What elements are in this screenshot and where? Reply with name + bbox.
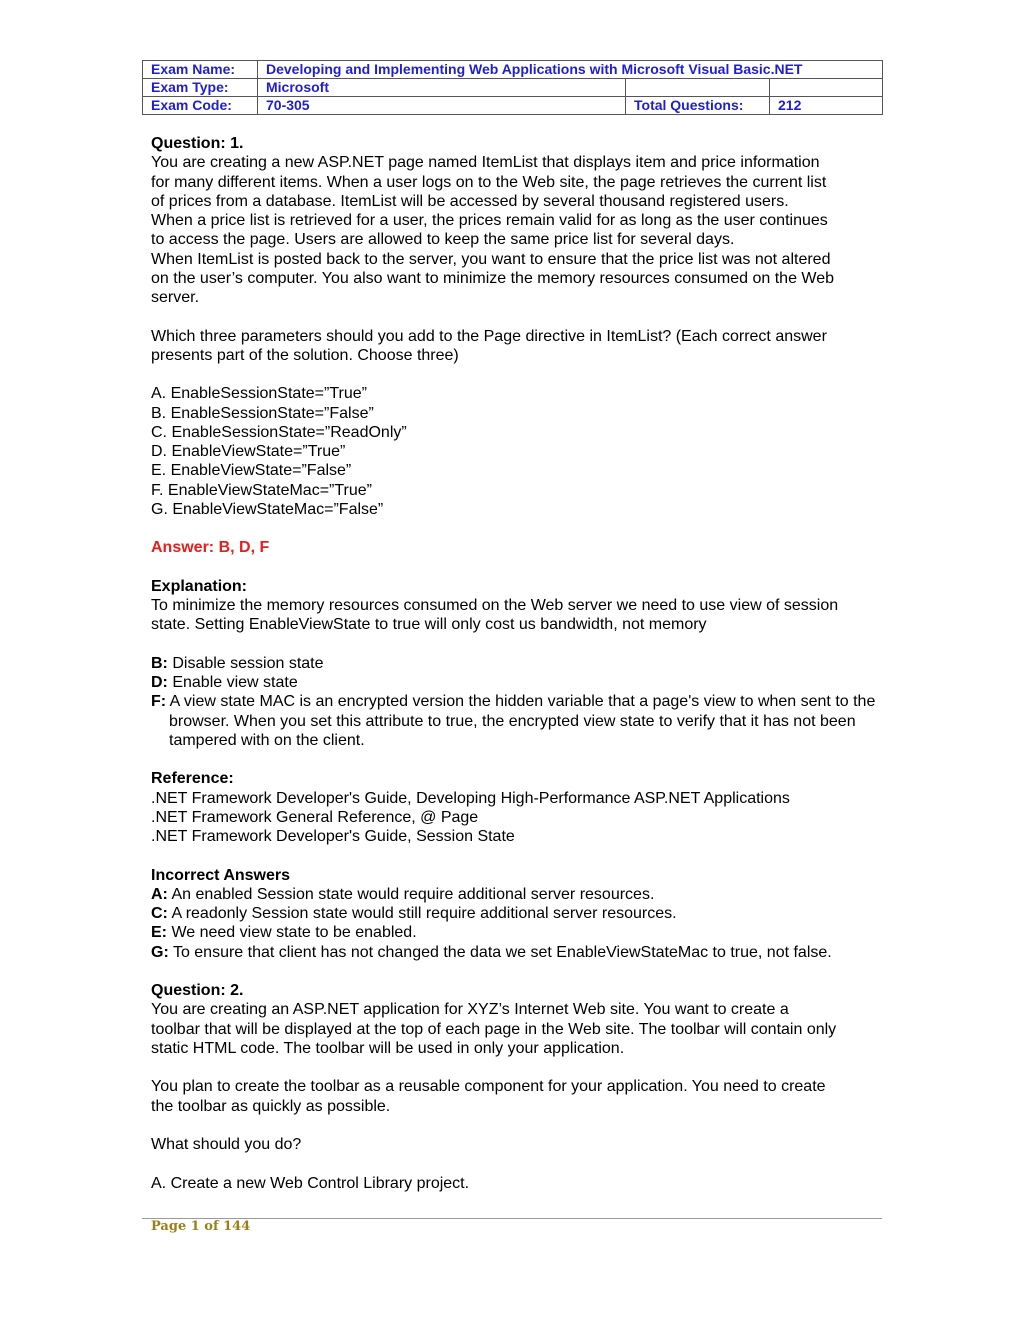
- exam-code-label: Exam Code:: [143, 97, 258, 115]
- question-1-line: on the user’s computer. You also want to minimize the memory resources consumed on the Web: [151, 269, 835, 287]
- incorrect-key: E:: [151, 924, 167, 942]
- incorrect-text: An enabled Session state would require additional server resources.: [167, 885, 655, 903]
- option-c: C. EnableSessionState=”ReadOnly”: [151, 423, 407, 441]
- explanation-line: state. Setting EnableViewState to true will only cost us bandwidth, not memory: [151, 616, 707, 634]
- incorrect-text: To ensure that client has not changed the data we set EnableViewStateMac to true, not false.: [168, 943, 832, 961]
- empty-cell: [626, 79, 770, 97]
- option-b: B. EnableSessionState=”False”: [151, 404, 374, 422]
- note-b: [151, 654, 886, 673]
- exam-name-row: [143, 61, 883, 79]
- footer-divider: [142, 1218, 882, 1219]
- total-questions-value: 212: [770, 97, 883, 115]
- question-2-line: You plan to create the toolbar as a reusable component for your application. You need to create: [151, 1078, 826, 1096]
- question-1-line: When ItemList is posted back to the server, you want to ensure that the price list was not altered: [151, 250, 831, 268]
- question-2-option-a: A. Create a new Web Control Library project.: [151, 1174, 470, 1192]
- option-e: E. EnableViewState=”False”: [151, 462, 352, 480]
- question-2-prompt: What should you do?: [151, 1136, 302, 1153]
- note-text: Enable view state: [167, 674, 298, 691]
- answer-line: Answer: B, D, F: [151, 539, 270, 557]
- note-key: B:: [151, 654, 168, 672]
- note-text: A view state MAC is an encrypted version the hidden variable that a page's view to when sent to the browser. When you set this attribute to true, the encrypted view state to verify that it has not been tampered with on the client.: [166, 693, 876, 749]
- empty-cell: [770, 79, 883, 97]
- reference-item: .NET Framework General Reference, @ Page: [151, 808, 479, 826]
- question-1-line: When a price list is retrieved for a user, the prices remain valid for as long as the user continues: [151, 212, 828, 229]
- exam-type-row: [143, 79, 883, 97]
- exam-code-value: 70-305: [258, 97, 626, 115]
- reference-item: .NET Framework Developer's Guide, Session State: [151, 828, 515, 845]
- explanation-title: Explanation:: [151, 577, 248, 595]
- question-2-line: the toolbar as quickly as possible.: [151, 1097, 391, 1115]
- option-g: G. EnableViewStateMac=”False”: [151, 500, 384, 518]
- reference-item: .NET Framework Developer's Guide, Developing High-Performance ASP.NET Applications: [151, 789, 790, 807]
- question-1-line: to access the page. Users are allowed to keep the same price list for several days.: [151, 231, 735, 249]
- exam-header-table: [142, 60, 883, 115]
- document-body: [151, 134, 886, 1193]
- note-key: F:: [151, 693, 167, 711]
- incorrect-text: We need view state to be enabled.: [167, 924, 417, 942]
- exam-name-value: Developing and Implementing Web Applications with Microsoft Visual Basic.NET: [258, 61, 883, 79]
- note-d: [151, 673, 886, 692]
- incorrect-g: [151, 943, 886, 962]
- question-1-line: for many different items. When a user logs on to the Web site, the page retrieves the current list: [151, 173, 827, 191]
- note-f: [151, 692, 886, 750]
- exam-type-value: Microsoft: [258, 79, 626, 97]
- question-2-line: toolbar that will be displayed at the top of each page in the Web site. The toolbar will contain only: [151, 1020, 837, 1038]
- incorrect-text: A readonly Session state would still require additional server resources.: [167, 905, 677, 922]
- incorrect-a: [151, 885, 886, 904]
- total-questions-label: Total Questions:: [626, 97, 770, 115]
- note-text: Disable session state: [167, 654, 324, 672]
- exam-type-label: Exam Type:: [143, 79, 258, 97]
- option-f: F. EnableViewStateMac=”True”: [151, 481, 372, 499]
- exam-code-row: [143, 97, 883, 115]
- question-2-title: Question: 2.: [151, 982, 244, 999]
- incorrect-key: A:: [151, 885, 168, 903]
- question-1-prompt: presents part of the solution. Choose three): [151, 346, 459, 364]
- incorrect-e: [151, 923, 886, 942]
- question-1-title: Question: 1.: [151, 135, 244, 152]
- exam-name-label: Exam Name:: [143, 61, 258, 79]
- page-number: Page 1 of 144: [151, 1219, 251, 1234]
- question-1-prompt: Which three parameters should you add to the Page directive in ItemList? (Each correct answer: [151, 327, 827, 345]
- incorrect-key: C:: [151, 905, 168, 922]
- option-d: D. EnableViewState=”True”: [151, 443, 346, 460]
- incorrect-answers-title: Incorrect Answers: [151, 866, 291, 884]
- question-1-line: server.: [151, 289, 200, 306]
- question-1-line: You are creating a new ASP.NET page named ItemList that displays item and price information: [151, 154, 820, 172]
- reference-title: Reference:: [151, 770, 234, 788]
- question-2-line: static HTML code. The toolbar will be used in only your application.: [151, 1039, 625, 1057]
- note-key: D:: [151, 674, 168, 691]
- incorrect-c: [151, 904, 886, 923]
- incorrect-key: G:: [151, 943, 169, 961]
- option-a: A. EnableSessionState=”True”: [151, 385, 367, 403]
- explanation-line: To minimize the memory resources consumed on the Web server we need to use view of session: [151, 597, 839, 614]
- question-1-line: of prices from a database. ItemList will be accessed by several thousand registered users.: [151, 192, 789, 210]
- question-2-line: You are creating an ASP.NET application for XYZ’s Internet Web site. You want to create a: [151, 1001, 789, 1019]
